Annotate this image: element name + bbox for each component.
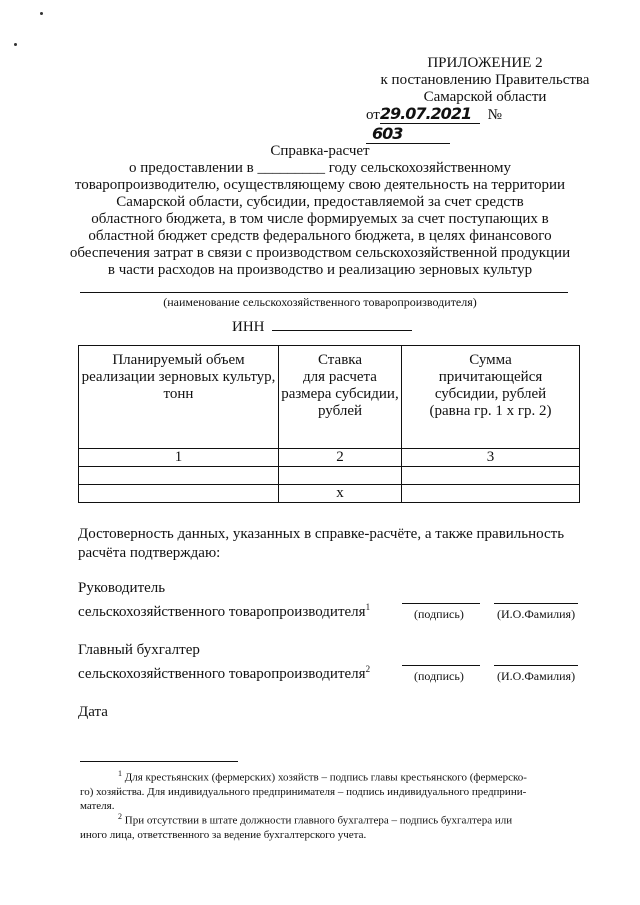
number-prefix: № — [487, 107, 502, 123]
col-number: 2 — [279, 449, 402, 467]
title-line: областной бюджет средств федерального бюджета, в целях финансового — [88, 228, 552, 244]
title-line: областного бюджета, в том числе формируемых за счет поступающих в — [91, 211, 549, 227]
header-text: реализации зерновых культур, — [81, 369, 276, 385]
sign-label: (подпись) — [414, 669, 464, 683]
decree-number: 603 — [366, 124, 450, 144]
footnote-ref: 2 — [365, 664, 371, 674]
inn-field[interactable] — [272, 316, 412, 331]
header-text: размера субсидии, — [281, 386, 399, 402]
title-line: Самарской области, субсидии, предоставляемой за счет средств — [116, 194, 524, 210]
inn-label: ИНН — [232, 319, 265, 335]
footnote-text: мателя. — [80, 799, 115, 812]
confirmation-line: Достоверность данных, указанных в справке-расчёте, а также правильность — [78, 526, 565, 542]
date-prefix: от — [366, 107, 380, 123]
signer-line: сельскохозяйственного товаропроизводителя — [78, 666, 366, 682]
appendix-line2: Самарской области — [423, 89, 547, 105]
header-text: Сумма — [469, 352, 512, 368]
name-label: (И.О.Фамилия) — [497, 669, 576, 683]
col-number: 3 — [402, 449, 580, 467]
name-label: (И.О.Фамилия) — [497, 607, 576, 621]
title-line: обеспечения затрат в связи с производством сельскохозяйственной продукции — [69, 245, 571, 261]
document-title — [0, 143, 640, 279]
signature-field[interactable] — [402, 603, 480, 604]
title-line: в части расходов на производство и реализацию зерновых культур — [107, 262, 533, 278]
amount-cell[interactable] — [402, 467, 580, 485]
calculation-table — [78, 345, 580, 503]
total-row — [79, 485, 580, 503]
footnote-2 — [80, 810, 576, 842]
footnote-1 — [80, 767, 576, 813]
footnote-number: 2 — [118, 812, 122, 821]
signer-line: сельскохозяйственного товаропроизводителя — [78, 604, 366, 620]
header-text: тонн — [163, 386, 194, 402]
footnote-separator — [80, 761, 238, 762]
column-number-row — [79, 449, 580, 467]
decree-date: 29.07.2021 — [380, 104, 480, 124]
header-text: рублей — [317, 403, 363, 419]
footnote-text: го) хозяйства. Для индивидуального предпринимателя – подпись индивидуального предприни- — [80, 785, 527, 798]
footnote-text: Для крестьянских (фермерских) хозяйств – подпись главы крестьянского (фермерско- — [124, 771, 527, 784]
table-header-row — [79, 346, 580, 449]
confirmation-line: расчёта подтверждаю: — [78, 545, 221, 561]
total-volume-cell[interactable] — [79, 485, 279, 503]
footnote-ref: 1 — [365, 602, 371, 612]
signer-role: Руководитель — [78, 580, 166, 596]
header-text: Ставка — [317, 352, 362, 368]
appendix-block — [380, 55, 590, 106]
appendix-line1: к постановлению Правительства — [380, 72, 590, 88]
col1-header — [79, 346, 279, 449]
sign-label: (подпись) — [414, 607, 464, 621]
decree-date-line — [366, 104, 586, 144]
volume-cell[interactable] — [79, 467, 279, 485]
total-amount-cell[interactable] — [402, 485, 580, 503]
header-text: Планируемый объем — [112, 352, 245, 368]
scan-speck — [40, 12, 43, 15]
producer-caption: (наименование сельскохозяйственного товаропроизводителя) — [163, 295, 477, 309]
signer-role: Главный бухгалтер — [78, 642, 200, 658]
title-line: товаропроизводителю, осуществляющему свою деятельность на территории — [74, 177, 566, 193]
header-text: причитающейся — [438, 369, 543, 385]
rate-cell[interactable] — [279, 467, 402, 485]
col3-header — [402, 346, 580, 449]
name-field[interactable] — [494, 665, 578, 666]
footnote-text: иного лица, ответственного за ведение бухгалтерского учета. — [80, 828, 367, 841]
inn-row — [232, 316, 412, 336]
data-row — [79, 467, 580, 485]
footnote-number: 1 — [118, 769, 122, 778]
footnote-text: При отсутствии в штате должности главного бухгалтера – подпись бухгалтера или — [124, 814, 513, 827]
producer-name-field[interactable] — [80, 292, 568, 293]
header-text: (равна гр. 1 х гр. 2) — [429, 403, 552, 419]
date-label: Дата — [78, 704, 108, 720]
signature-field[interactable] — [402, 665, 480, 666]
col-number: 1 — [79, 449, 279, 467]
total-mark-cell: х — [279, 485, 402, 503]
signature-block-accountant — [78, 641, 370, 684]
confirmation-text — [78, 525, 578, 563]
signature-block-head — [78, 579, 370, 622]
header-text: субсидии, рублей — [434, 386, 547, 402]
title-line: о предоставлении в _________ году сельскохозяйственному — [128, 160, 511, 176]
header-text: для расчета — [303, 369, 377, 385]
scan-speck — [14, 43, 17, 46]
name-field[interactable] — [494, 603, 578, 604]
appendix-title: ПРИЛОЖЕНИЕ 2 — [427, 55, 543, 71]
title-line: Справка-расчет — [270, 143, 370, 159]
col2-header — [279, 346, 402, 449]
